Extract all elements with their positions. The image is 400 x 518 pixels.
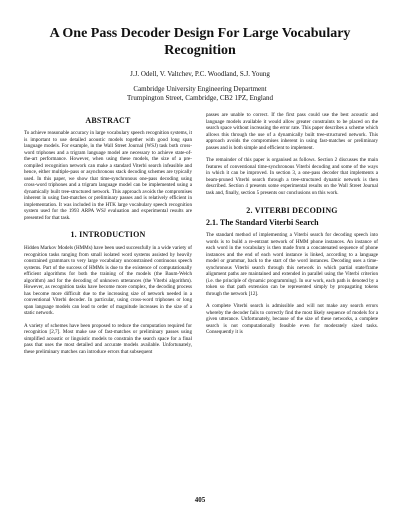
- right-column: [206, 112, 378, 336]
- right-paragraph-2: The remainder of this paper is organised as follows. Section 2 discusses the main features of conventional time-synchronous Viterbi decoding and some of the ways in which it can be improved. In section 3, a one-pass decoder that implements a beam-pruned Viterbi search through a tree-structured dynamic network is then described. Section 4 presents some experimental results on the Wall Street Journal task and, finally, section 5 presents our conclusions on this work.: [206, 157, 378, 196]
- affiliation: [40, 85, 360, 103]
- abstract-text: To achieve reasonable accuracy in large vocabulary speech recognition systems, it is important to use detailed acoustic models together with good long span language models. For example, in the Wall Street Journal (WSJ) task both cross-word triphones and a trigram language model are necessary to achieve state-of-the-art performance. However, when using these models, the size of a pre-compiled recognition network can make a standard Viterbi search infeasible and hence, either multiple-pass or asynchronous stack decoding schemes are typically used. In this paper, we show that time-synchronous one-pass decoding using cross-word triphones and a trigram language model can be implemented using a dynamically built tree-structured network. This approach avoids the compromises inherent in using fast-matches or preliminary passes and is relatively efficient in implementation. It was included in the HTK large vocabulary speech recognition system used for the 1993 ARPA WSJ evaluation and experimental results are presented for that task.: [24, 130, 192, 221]
- affiliation-line-1: Cambridge University Engineering Department: [133, 85, 267, 93]
- paper-title: A One Pass Decoder Design For Large Vocabulary Recognition: [49, 26, 351, 58]
- right-paragraph-3: The standard method of implementing a Viterbi search for decoding speech into words is to build a re-entrant network of HMM phone instances. An instance of each word in the vocabulary is then made from a concatenated sequence of phone instances and the end of each word instance is linked, according to a language model or grammar, back to the start of the word instances. Decoding uses a time-synchronous Viterbi search through this network in which partial state/frame alignment paths are maintained and extended in parallel using the Viterbi criterion (i.e. the principle of dynamic programming). In our work, each path is denoted by a token so that path extension can be represented simply by propagating tokens through the network [12].: [206, 232, 378, 297]
- introduction-paragraph-1: Hidden Markov Models (HMMs) have been used successfully in a wide variety of recognition tasks ranging from small isolated word systems assisted by heavily constrained grammars to very large vocabulary unconstrained continuous speech systems. Part of the success of HMMs is due to the existence of computationally efficient algorithms for both the training of the models (the Baum-Welch algorithm) and for the decoding of unknown utterances (the Viterbi algorithm). However, as recognition tasks have become more complex, the decoding process has become more difficult due to the increasing size of network needed in a conventional Viterbi decoder. In particular, using cross-word triphones or long span language models can lead to order of magnitude increases in the size of a static network.: [24, 245, 192, 316]
- abstract-heading: ABSTRACT: [85, 116, 131, 125]
- introduction-paragraph-2: A variety of schemes have been proposed to reduce the computation required for recognition [2,7]. Most make use of fast-matches or preliminary passes using simplified acoustic or linguistic models to constrain the search space for a final pass that uses the most detailed and accurate models available. Unfortunately, these preliminary matches can introduce errors that subsequent: [24, 322, 192, 355]
- right-paragraph-4: A complete Viterbi search is admissible and will not make any search errors whereby the decoder fails to correctly find the most likely sequence of models for a given utterance. Unfortunately, because of the size of these networks, a complete search is not computationally feasible even for moderately sized tasks. Consequently it is: [206, 303, 378, 335]
- right-paragraph-1: passes are unable to correct. If the first pass could use the best acoustic and language models available it would allow greater constraints to be placed on the search space without increasing the error rate. This paper describes a scheme which allows this through the use of a dynamically built tree-structured network. This approach avoids the compromises inherent in using fast-matches or preliminary passes and is both simple and efficient to implement.: [206, 112, 378, 151]
- left-column: [24, 112, 192, 355]
- viterbi-heading: 2. VITERBI DECODING: [246, 206, 338, 215]
- introduction-heading: 1. INTRODUCTION: [70, 230, 146, 239]
- page-number: 405: [194, 496, 206, 504]
- standard-viterbi-subheading: 2.1. The Standard Viterbi Search: [206, 218, 319, 227]
- author-list: J.J. Odell, V. Valtchev, P.C. Woodland, S.J. Young: [130, 70, 270, 78]
- affiliation-line-2: Trumpington Street, Cambridge, CB2 1PZ, England: [127, 94, 273, 102]
